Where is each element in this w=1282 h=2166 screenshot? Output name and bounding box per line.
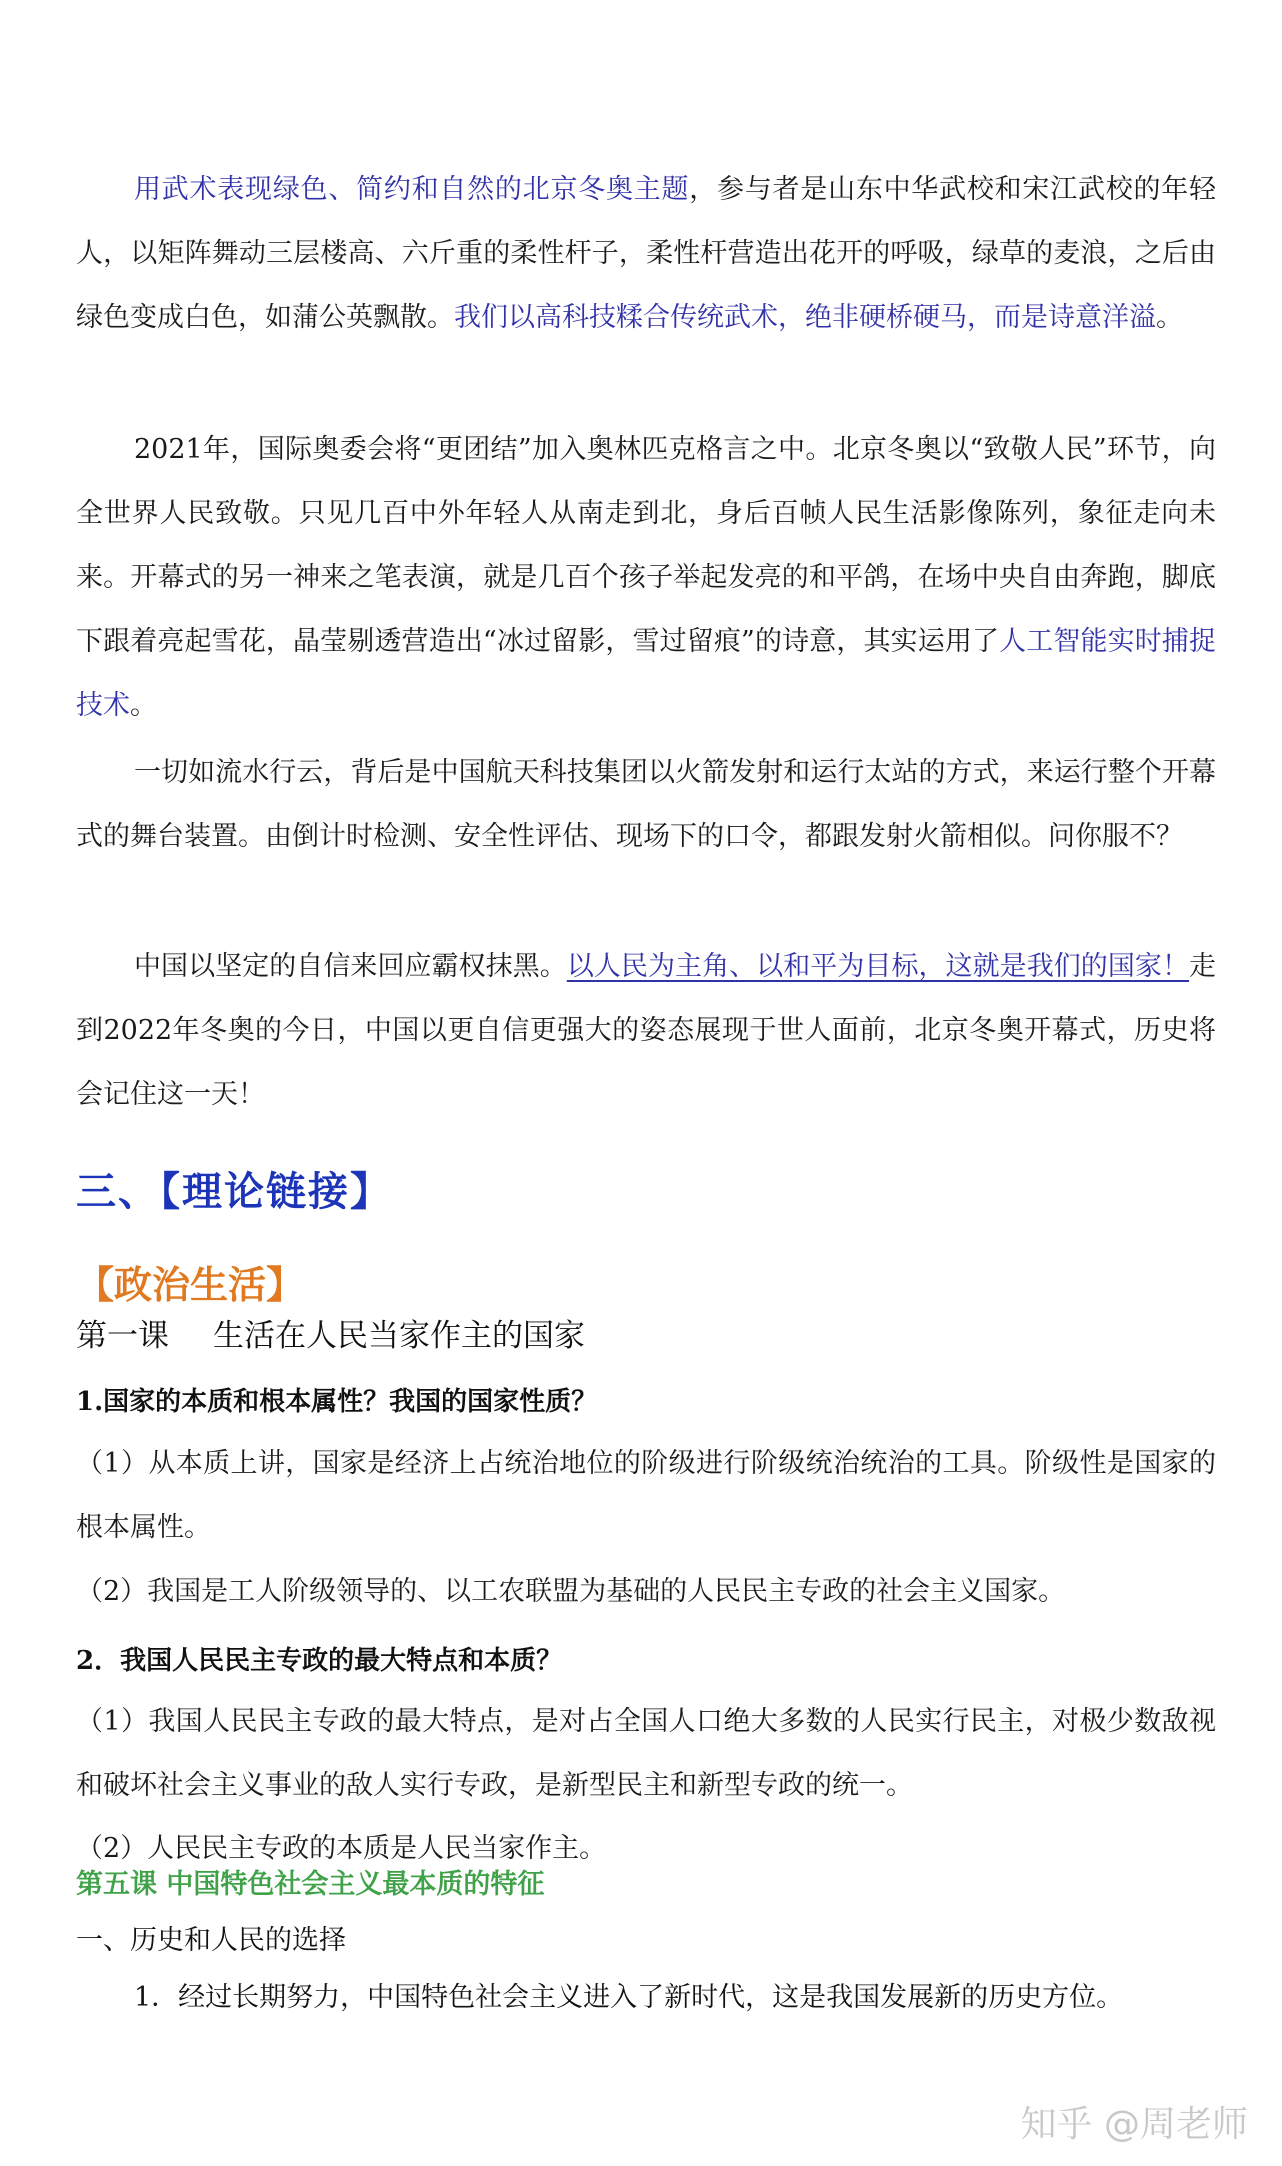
highlight-text: 以人民为主角、以和平为目标，这就是我们的国家！ xyxy=(566,951,1190,982)
answer-2-1: （1）我国人民民主专政的最大特点，是对占全国人口绝大多数的人民实行民主，对极少数敌视和破坏社会主义事业的敌人实行专政，是新型民主和新型专政的统一。 xyxy=(76,1706,1216,1801)
lesson-title: 生活在人民当家作主的国家 xyxy=(213,1318,585,1354)
highlight-text: 用武术表现绿色、简约和自然的北京冬奥主题 xyxy=(134,174,690,205)
paragraph-confidence xyxy=(76,935,1216,1127)
body-text: 一切如流水行云，背后是中国航天科技集团以火箭发射和运行太站的方式，来运行整个开幕式的舞台装置。由倒计时检测、安全性评估、现场下的口令，都跟发射火箭相似。问你服不？ xyxy=(76,757,1216,852)
section-title: 三、【理论链接】 xyxy=(76,1169,392,1215)
list-item: 1．经过长期努力，中国特色社会主义进入了新时代，这是我国发展新的历史方位。 xyxy=(134,1982,1124,2013)
watermark: 知乎 @周老师 xyxy=(1020,2104,1248,2145)
answer-1-2: （2）我国是工人阶级领导的、以工农联盟为基础的人民民主专政的社会主义国家。 xyxy=(76,1576,1066,1607)
body-text: 。 xyxy=(1156,302,1183,333)
paragraph-wushu xyxy=(76,158,1216,350)
paragraph-aerospace xyxy=(76,741,1216,869)
part-heading: 一、历史和人民的选择 xyxy=(76,1925,346,1956)
highlight-text: 人工智能实时捕捉技术 xyxy=(76,626,1217,721)
body-text: 走到2022年冬奥的今日，中国以更自信更强大的姿态展现于世人面前，北京冬奥开幕式，历史将会记住这一天！ xyxy=(76,951,1217,1110)
highlight-text: 我们以高科技糅合传统武术，绝非硬桥硬马，而是诗意洋溢 xyxy=(454,302,1156,333)
body-text: ，参与者是山东中华武校和宋江武校的年轻人，以矩阵舞动三层楼高、六斤重的柔性杆子，柔性杆营造出花开的呼吸，绿草的麦浪，之后由绿色变成白色，如蒲公英飘散。 xyxy=(76,174,1217,333)
lesson-label: 第一课 xyxy=(76,1318,169,1354)
body-text: 中国以坚定的自信来回应霸权抹黑。 xyxy=(134,951,567,982)
body-text: 2021年，国际奥委会将“更团结”加入奥林匹克格言之中。北京冬奥以“致敬人民”环节，向全世界人民致敬。只见几百中外年轻人从南走到北，身后百帧人民生活影像陈列，象征走向未来。开幕式的另一神来之笔表演，就是几百个孩子举起发亮的和平鸽，在场中央自由奔跑，脚底下跟着亮起雪花，晶莹剔透营造出“冰过留影，雪过留痕”的诗意，其实运用了 xyxy=(76,434,1216,657)
body-text: 。 xyxy=(130,690,157,721)
lesson-heading xyxy=(76,1310,585,1355)
question-2: 2．我国人民民主专政的最大特点和本质？ xyxy=(76,1646,563,1676)
question-1: 1.国家的本质和根本属性？我国的国家性质？ xyxy=(76,1387,598,1417)
subsection-title: 【政治生活】 xyxy=(76,1263,305,1307)
paragraph-2021 xyxy=(76,418,1216,738)
answer-1-1: （1）从本质上讲，国家是经济上占统治地位的阶级进行阶级统治统治的工具。阶级性是国家的根本属性。 xyxy=(76,1448,1216,1543)
answer-2-2: （2）人民民主专政的本质是人民当家作主。 xyxy=(76,1833,607,1864)
lesson5-heading: 第五课 中国特色社会主义最本质的特征 xyxy=(76,1869,545,1900)
